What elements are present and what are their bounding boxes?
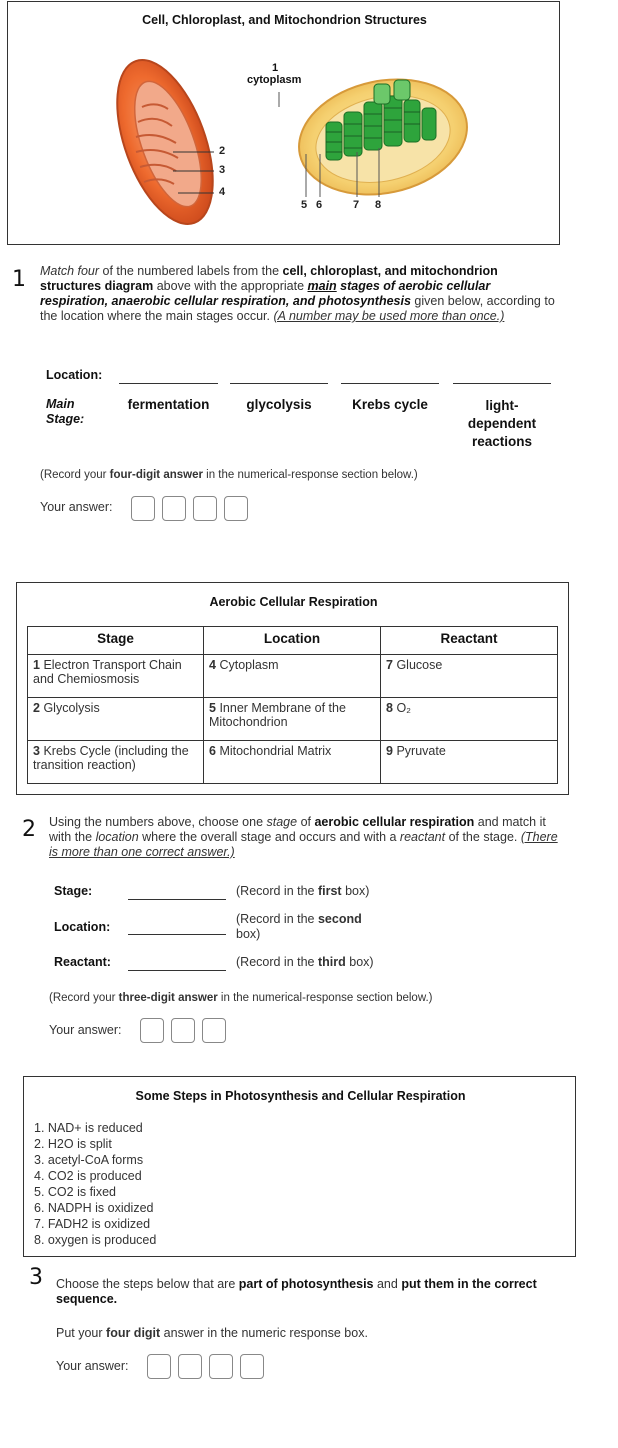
label-1-number: 1	[272, 62, 279, 74]
header-stage: Stage	[28, 627, 204, 655]
q2-stage-blank[interactable]	[128, 899, 226, 900]
question-1-text: Match four of the numbered labels from the cell, chloroplast, and mitochondrion structures diagram above with the appropriate main stages of aerobic cellular respiration, anaerobic cellular respiration, and photosynthesis given below, according to the location where the main stages occur. (A number may be used more than once.)	[40, 264, 555, 323]
q3-put-instruction: Put your four digit answer in the numeric response box.	[56, 1326, 368, 1340]
label-8: 8	[375, 199, 382, 211]
label-2: 2	[219, 145, 226, 157]
steps-list	[34, 1120, 156, 1248]
list-item: 1. NAD+ is reduced	[34, 1121, 143, 1135]
q1-location-label: Location:	[46, 368, 103, 382]
table-cell: 5 Inner Membrane of the Mitochondrion	[204, 698, 381, 741]
table-cell: 8 O₂	[381, 698, 558, 741]
table-cell: 4 Cytoplasm	[204, 655, 381, 698]
q3-answer-box-3[interactable]	[209, 1354, 233, 1379]
header-reactant: Reactant	[381, 627, 558, 655]
list-item: 4. CO2 is produced	[34, 1169, 142, 1183]
q1-record-instruction: (Record your four-digit answer in the numerical-response section below.)	[40, 469, 418, 481]
q1-answer-box-2[interactable]	[162, 496, 186, 521]
table-row	[28, 655, 558, 698]
q1-answer-box-3[interactable]	[193, 496, 217, 521]
question-3-text: Choose the steps below that are part of photosynthesis and put them in the correct sequence.	[56, 1277, 537, 1306]
table-row	[28, 741, 558, 784]
q1-answer-box-1[interactable]	[131, 496, 155, 521]
table-cell: 7 Glucose	[381, 655, 558, 698]
table-cell: 9 Pyruvate	[381, 741, 558, 784]
table-cell: 6 Mitochondrial Matrix	[204, 741, 381, 784]
q1-stage-light-dependent: light-dependent reactions	[467, 398, 537, 449]
table-cell: 2 Glycolysis	[28, 698, 204, 741]
steps-box	[23, 1076, 576, 1257]
q1-location-blank-1[interactable]	[119, 383, 218, 384]
q1-location-blank-2[interactable]	[230, 383, 328, 384]
q2-location-label: Location:	[54, 920, 111, 934]
q2-reactant-blank[interactable]	[128, 970, 226, 971]
label-7: 7	[353, 199, 360, 211]
list-item: 5. CO2 is fixed	[34, 1185, 116, 1199]
q3-answer-box-2[interactable]	[178, 1354, 202, 1379]
header-location: Location	[204, 627, 381, 655]
steps-title: Some Steps in Photosynthesis and Cellular Respiration	[135, 1089, 466, 1103]
q2-answer-box-3[interactable]	[202, 1018, 226, 1043]
q2-location-hint: (Record in the second box)	[236, 912, 362, 941]
q2-stage-label: Stage:	[54, 884, 93, 898]
chloroplast-drawing	[288, 65, 478, 210]
q1-location-blank-3[interactable]	[341, 383, 439, 384]
respiration-table-title: Aerobic Cellular Respiration	[209, 595, 378, 609]
question-2-text: Using the numbers above, choose one stage of aerobic cellular respiration and match it with the location where the overall stage and occurs and with a reactant of the stage. (There is more than one correct answer.)	[49, 815, 558, 859]
q2-reactant-label: Reactant:	[54, 955, 111, 969]
q1-stage-fermentation: fermentation	[127, 397, 210, 412]
q2-reactant-hint: (Record in the third box)	[236, 955, 374, 969]
respiration-table-box	[16, 582, 569, 795]
structures-illustration	[8, 2, 561, 246]
q1-answer-box-4[interactable]	[224, 496, 248, 521]
table-row	[28, 698, 558, 741]
q3-answer-box-4[interactable]	[240, 1354, 264, 1379]
q1-stage-krebs: Krebs cycle	[352, 397, 428, 412]
q3-answer-box-1[interactable]	[147, 1354, 171, 1379]
q2-answer-box-2[interactable]	[171, 1018, 195, 1043]
q1-stage-glycolysis: glycolysis	[246, 397, 312, 412]
list-item: 8. oxygen is produced	[34, 1233, 157, 1247]
list-item: 2. H2O is split	[34, 1137, 112, 1151]
list-item: 7. FADH2 is oxidized	[34, 1217, 151, 1231]
q1-location-blank-4[interactable]	[453, 383, 551, 384]
label-5: 5	[301, 199, 308, 211]
q3-your-answer-label: Your answer:	[56, 1359, 129, 1373]
q2-stage-hint: (Record in the first box)	[236, 884, 370, 898]
q2-location-blank[interactable]	[128, 934, 226, 935]
mitochondrion-drawing	[98, 48, 232, 237]
question-3-number: 3	[29, 1265, 43, 1290]
label-3: 3	[219, 164, 226, 176]
table-cell: 3 Krebs Cycle (including the transition reaction)	[28, 741, 204, 784]
label-1-text: cytoplasm	[247, 74, 302, 86]
q2-your-answer-label: Your answer:	[49, 1023, 122, 1037]
table-header-row	[28, 627, 558, 655]
figure-box	[7, 1, 560, 245]
question-1-number: 1	[12, 267, 26, 292]
respiration-table	[27, 626, 558, 784]
figure-title: Cell, Chloroplast, and Mitochondrion Structures	[142, 13, 427, 27]
table-cell: 1 Electron Transport Chain and Chemiosmosis	[28, 655, 204, 698]
label-6: 6	[316, 199, 323, 211]
q2-answer-box-1[interactable]	[140, 1018, 164, 1043]
question-2-number: 2	[22, 817, 36, 842]
list-item: 3. acetyl-CoA forms	[34, 1153, 144, 1167]
q1-your-answer-label: Your answer:	[40, 500, 113, 514]
label-4: 4	[219, 186, 226, 198]
list-item: 6. NADPH is oxidized	[34, 1201, 154, 1215]
q2-record-instruction: (Record your three-digit answer in the numerical-response section below.)	[49, 992, 433, 1004]
q1-main-stage-label: Main Stage:	[46, 397, 85, 426]
